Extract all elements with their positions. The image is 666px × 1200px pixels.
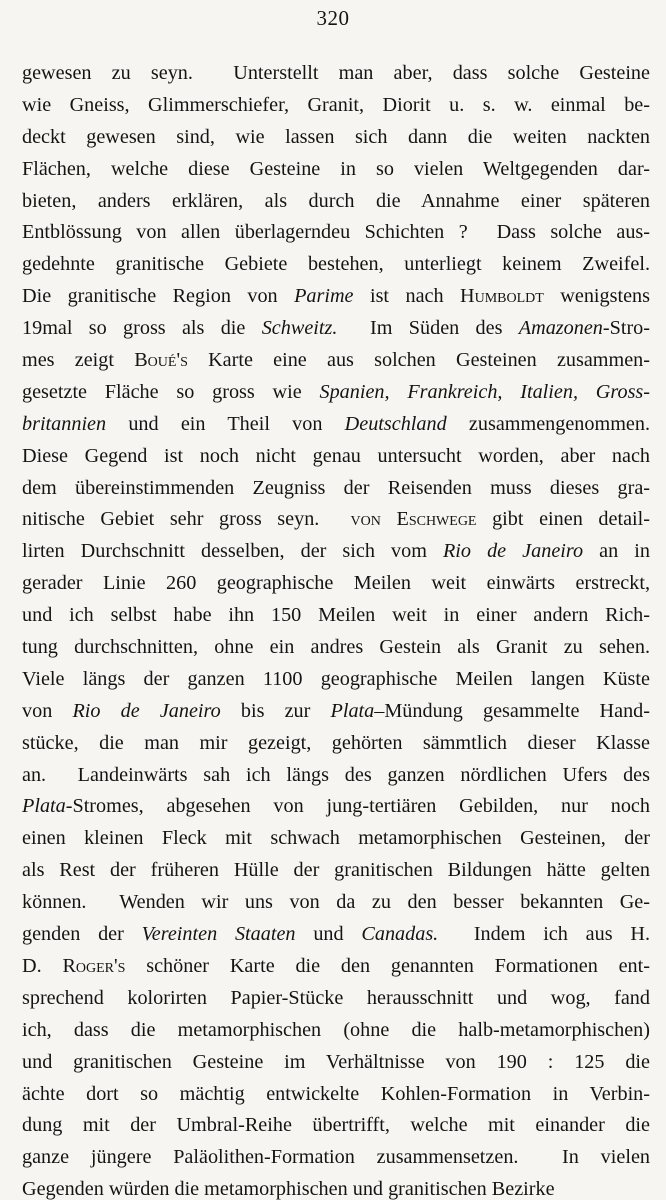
- text-run: schöner Karte die den genannten Formationen ent-: [125, 954, 650, 977]
- text-run: von: [22, 699, 73, 722]
- text-run: an. Landeinwärts sah ich längs des ganzen nördlichen Ufers des: [22, 763, 650, 786]
- text-run: an in: [583, 540, 650, 563]
- text-line: [22, 122, 650, 154]
- text-line: [22, 823, 650, 855]
- italic-text: britannien: [22, 412, 107, 435]
- text-run: Gegenden würden die metamorphischen und granitischen Bezirke: [22, 1178, 555, 1200]
- text-run: Flächen, welche diese Gesteine in so vielen Weltgegenden dar-: [22, 157, 650, 180]
- text-line: [22, 281, 650, 313]
- text-run: mes zeigt: [22, 349, 135, 372]
- text-line: [22, 600, 650, 632]
- text-run: sprechend kolorirten Papier-Stücke herausschnitt und wog, fand: [22, 986, 650, 1009]
- text-run: -Stromes, abgesehen von jung-tertiären Gebilden, nur noch: [65, 795, 650, 818]
- text-line: [22, 919, 650, 951]
- text-run: -Stro-: [602, 317, 650, 340]
- text-run: zusammengenommen.: [446, 412, 650, 435]
- text-line: [22, 696, 650, 728]
- italic-text: Rio de Janeiro: [442, 540, 584, 563]
- text-run: deckt gewesen sind, wie lassen sich dann die weiten nackten: [22, 125, 650, 148]
- text-run: einen kleinen Fleck mit schwach metamorphischen Gesteinen, der: [22, 827, 650, 850]
- text-line: [22, 1047, 650, 1079]
- text-line: [22, 951, 650, 983]
- text-run: als Rest der früheren Hülle der granitischen Bildungen hätte gelten: [22, 859, 650, 882]
- text-line: [22, 186, 650, 218]
- text-run: gedehnte granitische Gebiete bestehen, unterliegt keinem Zweifel.: [22, 253, 650, 276]
- text-run: D.: [22, 954, 63, 977]
- text-run: gibt einen detail-: [476, 508, 650, 531]
- text-line: [22, 983, 650, 1015]
- smallcaps-name: Roger's: [62, 954, 126, 977]
- italic-text: Vereinten Staaten: [141, 923, 296, 946]
- text-line: [22, 90, 650, 122]
- text-line: [22, 1079, 650, 1111]
- text-line: [22, 1110, 650, 1142]
- italic-text: Spanien, Frankreich, Italien, Gross-: [319, 380, 650, 403]
- text-run: dung mit der Umbral-Reihe übertrifft, welche mit einander die: [22, 1114, 650, 1137]
- text-run: und: [295, 923, 362, 946]
- text-run: ich, dass die metamorphischen (ohne die halb-metamorphischen): [22, 1018, 650, 1041]
- text-line: [22, 760, 650, 792]
- text-line: [22, 632, 650, 664]
- text-run: dem übereinstimmenden Zeugniss der Reisenden muss dieses gra-: [22, 476, 650, 499]
- text-line: [22, 1142, 650, 1174]
- text-line: [22, 58, 650, 90]
- text-run: –Mündung gesammelte Hand-: [374, 699, 650, 722]
- text-line: [22, 568, 650, 600]
- text-run: Karte eine aus solchen Gesteinen zusammen-: [187, 349, 650, 372]
- text-run: nitische Gebiet sehr gross seyn.: [22, 508, 351, 531]
- text-run: lirten Durchschnitt desselben, der sich vom: [22, 540, 443, 563]
- italic-text: Rio de Janeiro: [72, 699, 221, 722]
- text-run: und ein Theil von: [106, 412, 345, 435]
- text-run: wie Gneiss, Glimmerschiefer, Granit, Diorit u. s. w. einmal be-: [22, 93, 650, 116]
- text-run: ganze jüngere Paläolithen-Formation zusammensetzen. In vielen: [22, 1146, 650, 1169]
- text-line: [22, 728, 650, 760]
- italic-text: Parime: [294, 285, 354, 308]
- text-run: können. Wenden wir uns von da zu den besser bekannten Ge-: [22, 891, 650, 914]
- text-run: ist nach: [353, 285, 461, 308]
- text-run: Die granitische Region von: [22, 285, 295, 308]
- text-run: wenigstens: [543, 285, 650, 308]
- page-number: 320: [316, 6, 350, 30]
- text-run: stücke, die man mir gezeigt, gehörten sämmtlich dieser Klasse: [22, 731, 650, 754]
- text-line: [22, 217, 650, 249]
- text-line: [22, 409, 650, 441]
- text-line: [22, 1174, 650, 1200]
- text-run: und granitischen Gesteine im Verhältnisse von 190 : 125 die: [22, 1050, 650, 1073]
- text-run: Diese Gegend ist noch nicht genau untersucht worden, aber nach: [22, 444, 650, 467]
- text-run: gesetzte Fläche so gross wie: [22, 380, 320, 403]
- smallcaps-name: von Eschwege: [350, 508, 477, 531]
- smallcaps-name: Humboldt: [460, 285, 544, 308]
- text-line: [22, 791, 650, 823]
- text-run: Viele längs der ganzen 1100 geographische Meilen langen Küste: [22, 667, 650, 690]
- text-line: [22, 664, 650, 696]
- text-line: [22, 887, 650, 919]
- text-run: und ich selbst habe ihn 150 Meilen weit in einer andern Rich-: [22, 604, 650, 627]
- text-line: [22, 473, 650, 505]
- italic-text: Plata: [22, 795, 66, 818]
- text-line: [22, 536, 650, 568]
- text-line: [22, 1015, 650, 1047]
- text-run: Im Süden des: [337, 317, 519, 340]
- italic-text: Schweitz.: [261, 317, 338, 340]
- text-run: Entblössung von allen überlagerndeu Schichten ? Dass solche aus-: [22, 221, 650, 244]
- italic-text: Plata: [330, 699, 375, 722]
- body-text: [22, 58, 650, 1200]
- text-run: tung durchschnitten, ohne ein andres Gestein als Granit zu sehen.: [22, 636, 650, 659]
- text-line: [22, 441, 650, 473]
- text-run: bieten, anders erklären, als durch die Annahme einer späteren: [22, 189, 650, 212]
- text-run: Indem ich aus H.: [438, 923, 650, 946]
- text-run: bis zur: [220, 699, 331, 722]
- text-run: gerader Linie 260 geographische Meilen weit einwärts erstreckt,: [22, 572, 650, 595]
- text-line: [22, 154, 650, 186]
- italic-text: Deutschland: [344, 412, 447, 435]
- text-run: genden der: [22, 923, 142, 946]
- italic-text: Amazonen: [518, 317, 603, 340]
- text-run: 19mal so gross als die: [22, 317, 262, 340]
- text-run: ächte dort so mächtig entwickelte Kohlen-Formation in Verbin-: [22, 1082, 650, 1105]
- text-line: [22, 377, 650, 409]
- italic-text: Canadas.: [361, 923, 439, 946]
- text-run: gewesen zu seyn. Unterstellt man aber, dass solche Gesteine: [22, 62, 650, 84]
- text-line: [22, 855, 650, 887]
- text-line: [22, 313, 650, 345]
- smallcaps-name: Boué's: [134, 349, 188, 372]
- text-line: [22, 345, 650, 377]
- text-line: [22, 504, 650, 536]
- text-line: [22, 249, 650, 281]
